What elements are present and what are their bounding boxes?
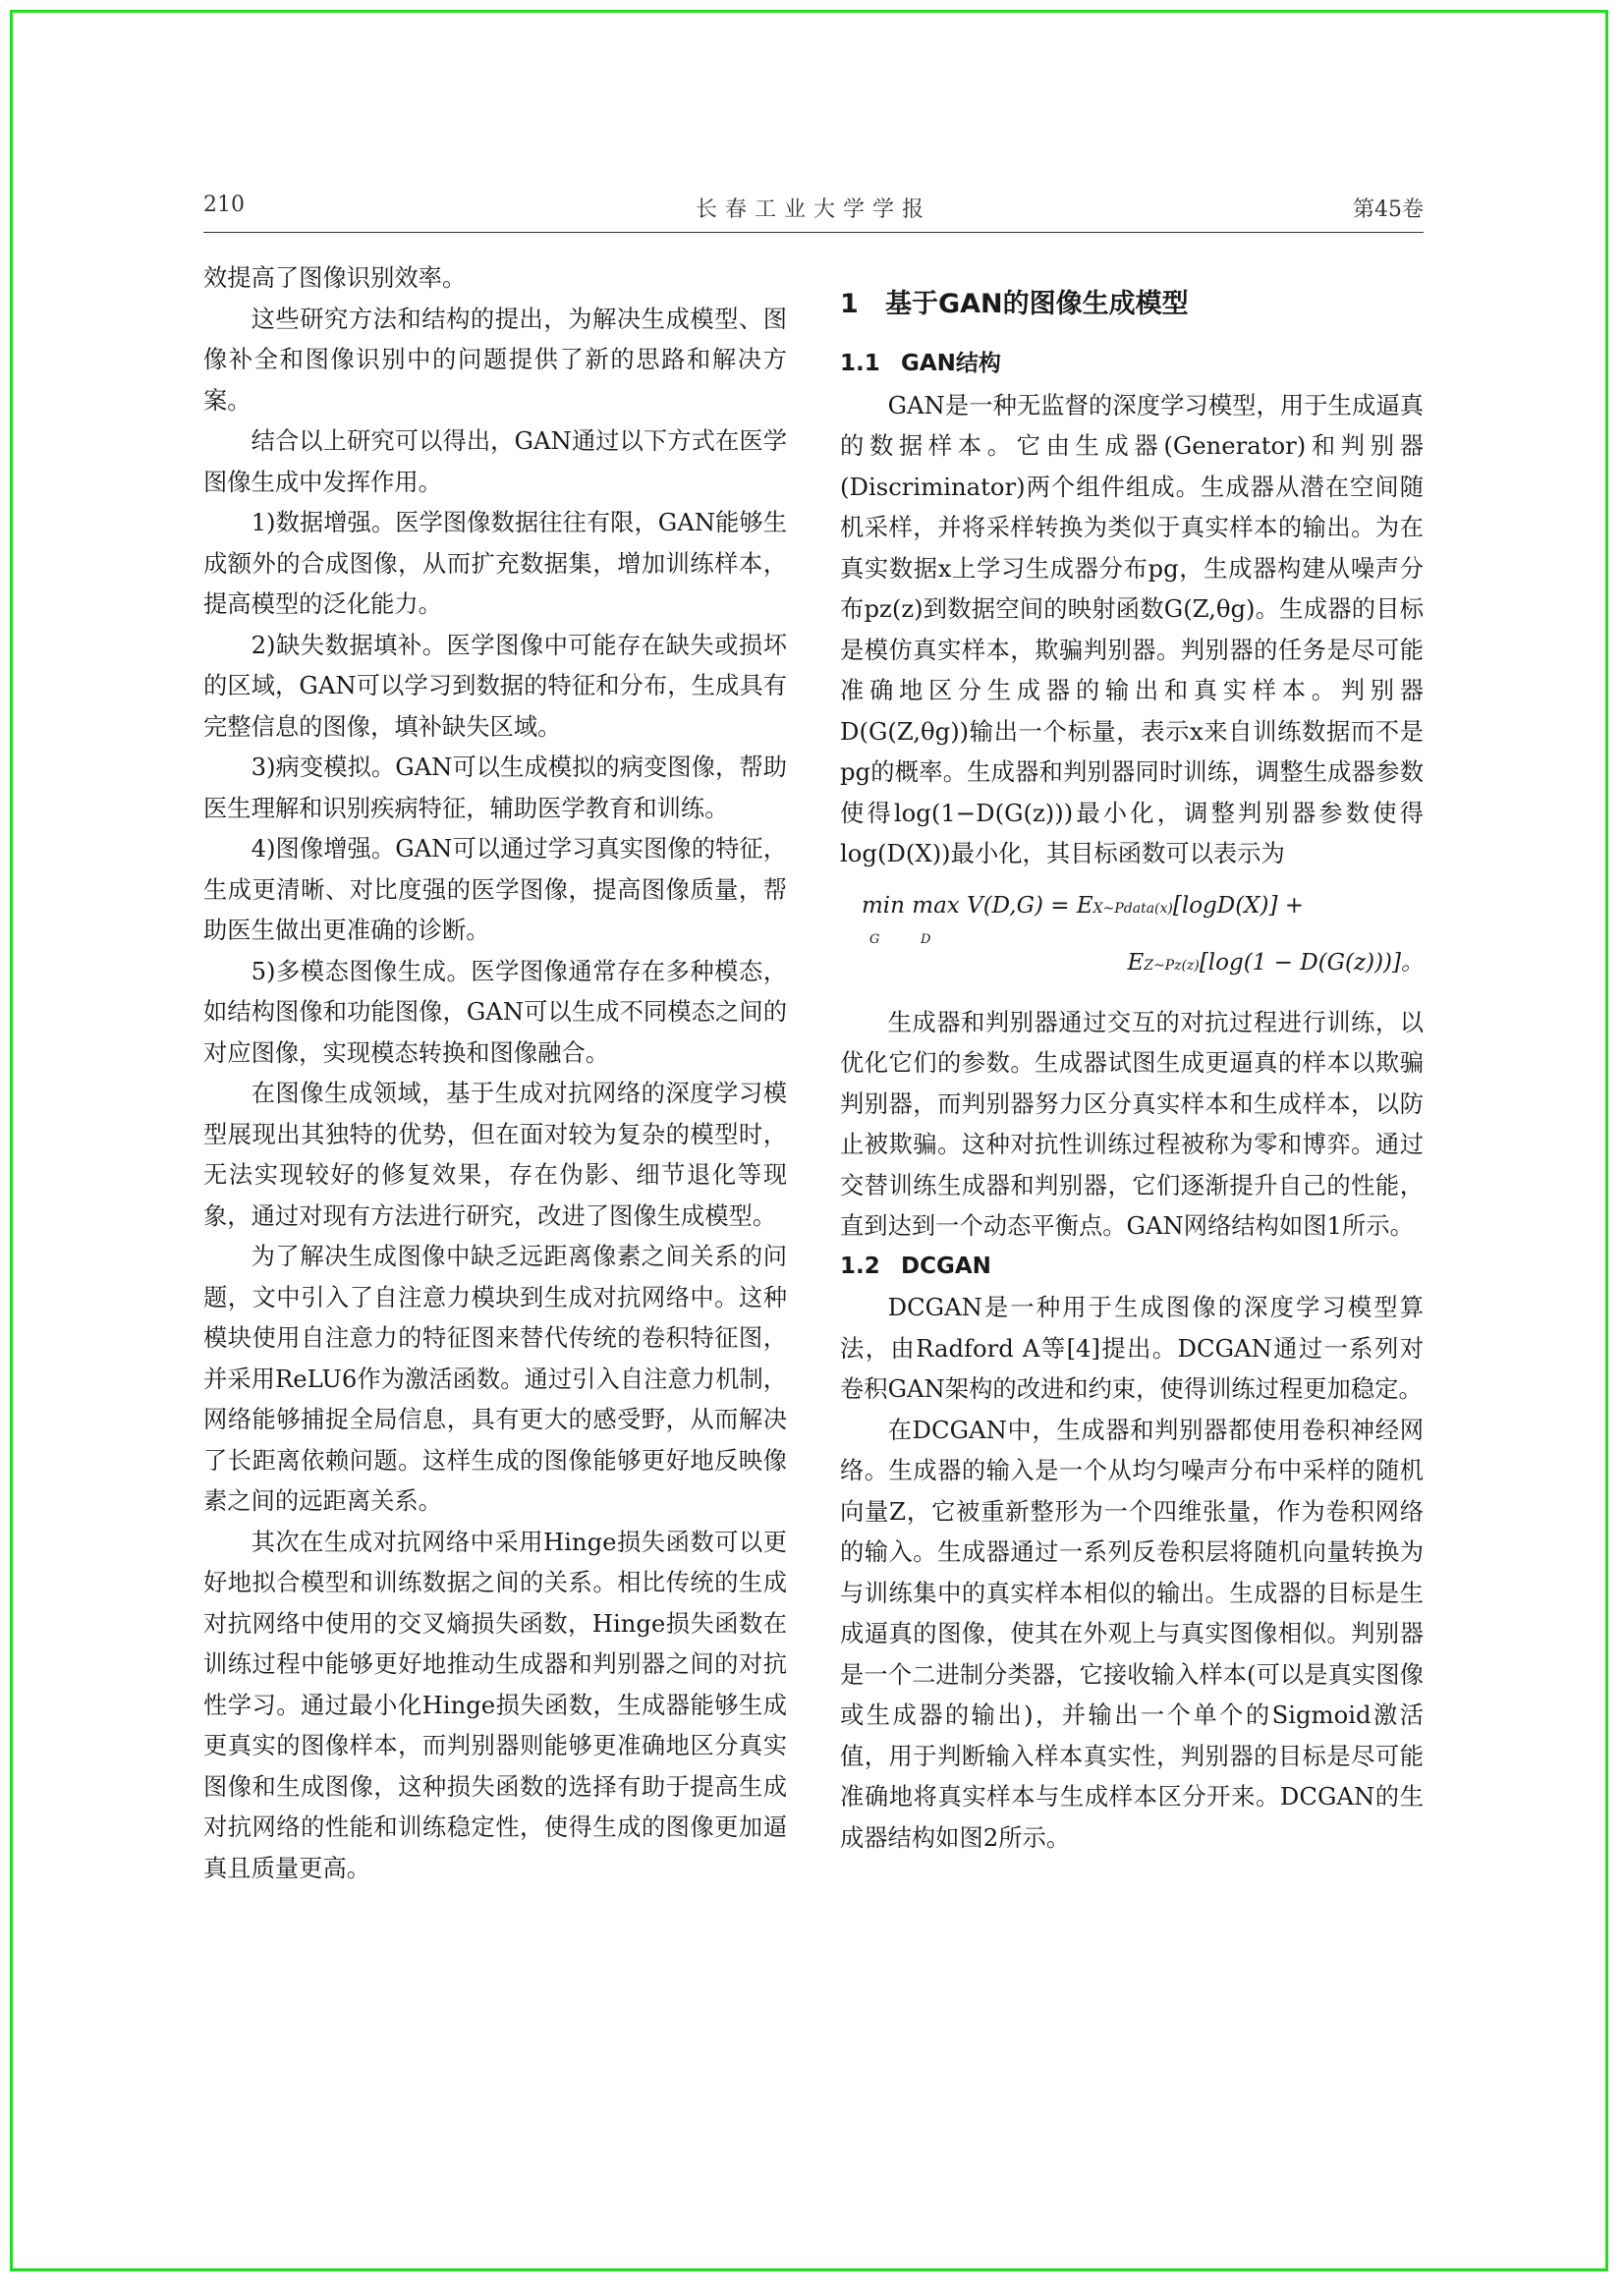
running-header [203, 193, 1424, 232]
paragraph: 其次在生成对抗网络中采用Hinge损失函数可以更好地拟合模型和训练数据之间的关系。相比传统的生成对抗网络中使用的交叉熵损失函数，Hinge损失函数在训练过程中能够更好地推动生成器和判别器之间的对抗性学习。通过最小化Hinge损失函数，生成器能够生成更真实的图像样本，而判别器则能够更准确地区分真实图像和生成图像，这种损失函数的选择有助于提高生成对抗网络的性能和训练稳定性，使得生成的图像更加逼真且质量更高。 [203, 1527, 787, 1882]
section-heading [840, 257, 1424, 344]
equation-line-1 [862, 886, 1305, 947]
subsection-heading [840, 344, 1424, 385]
objective-equation [840, 874, 1424, 1002]
paragraph: 为了解决生成图像中缺乏远距离像素之间关系的问题，文中引入了自注意力模块到生成对抗网络中。这种模块使用自注意力的特征图来替代传统的卷积特征图，并采用ReLU6作为激活函数。通过引入自注意力机制，网络能够捕捉全局信息，具有更大的感受野，从而解决了长距离依赖问题。这样生成的图像能够更好地反映像素之间的远距离关系。 [203, 1242, 787, 1515]
max-variable: D [921, 931, 931, 947]
paragraph: 生成器和判别器通过交互的对抗过程进行训练，以优化它们的参数。生成器试图生成更逼真的样本以欺骗判别器，而判别器努力区分真实样本和生成样本，以防止被欺骗。这种对抗性训练过程被称为零和博弈。通过交替训练生成器和判别器，它们逐渐提升自己的性能，直到达到一个动态平衡点。GAN网络结构如图1所示。 [840, 1007, 1424, 1240]
paragraph: 在图像生成领域，基于生成对抗网络的深度学习模型展现出其独特的优势，但在面对较为复杂的模型时，无法实现较好的修复效果，存在伪影、细节退化等现象，通过对现有方法进行研究，改进了图像生成模型。 [203, 1079, 787, 1230]
subsection-title: DCGAN [901, 1253, 991, 1279]
paragraph: 1)数据增强。医学图像数据往往有限，GAN能够生成额外的合成图像，从而扩充数据集，增加训练样本，提高模型的泛化能力。 [203, 508, 787, 618]
paragraph: 这些研究方法和结构的提出，为解决生成模型、图像补全和图像识别中的问题提供了新的思路和解决方案。 [203, 304, 787, 415]
paragraph: 5)多模态图像生成。医学图像通常存在多种模态，如结构图像和功能图像，GAN可以生成不同模态之间的对应图像，实现模态转换和图像融合。 [203, 956, 787, 1067]
subsection-number: 1.2 [840, 1253, 880, 1279]
equation-term: [log(1 − D(G(z)))]。 [1199, 949, 1424, 976]
section-number: 1 [840, 289, 859, 319]
journal-title: 长春工业大学学报 [695, 197, 931, 222]
min-variable: G [869, 931, 880, 947]
paragraph: 4)图像增强。GAN可以通过学习真实图像的特征，生成更清晰、对比度强的医学图像，提高图像质量，帮助医生做出更准确的诊断。 [203, 834, 787, 944]
paragraph: 在DCGAN中，生成器和判别器都使用卷积神经网络。生成器的输入是一个从均匀噪声分布中采样的随机向量Z，它被重新整形为一个四维张量，作为卷积网络的输入。生成器通过一系列反卷积层将随机向量转换为与训练集中的真实样本相似的输出。生成器的目标是生成逼真的图像，使其在外观上与真实图像相似。判别器是一个二进制分类器，它接收输入样本(可以是真实图像或生成器的输出)，并输出一个单个的Sigmoid激活值，用于判断输入样本真实性，判别器的目标是尽可能准确地将真实样本与生成样本区分开来。DCGAN的生成器结构如图2所示。 [840, 1415, 1424, 1852]
equation-subscript: X~Pdata(x) [1092, 900, 1173, 917]
left-column [203, 257, 787, 1888]
subsection-heading [840, 1247, 1424, 1288]
paragraph: 结合以上研究可以得出，GAN通过以下方式在医学图像生成中发挥作用。 [203, 426, 787, 496]
paragraph: 2)缺失数据填补。医学图像中可能存在缺失或损坏的区域，GAN可以学习到数据的特征和分布，生成具有完整信息的图像，填补缺失区域。 [203, 630, 787, 741]
volume-label: 第45卷 [1353, 197, 1424, 222]
paragraph: DCGAN是一种用于生成图像的深度学习模型算法，由Radford A等[4]提出。DCGAN通过一系列对卷积GAN架构的改进和约束，使得训练过程更加稳定。 [840, 1293, 1424, 1403]
paragraph: GAN是一种无监督的深度学习模型，用于生成逼真的数据样本。它由生成器(Generator)和判别器(Discriminator)两个组件组成。生成器从潜在空间随机采样，并将采样转换为类似于真实样本的输出。为在真实数据x上学习生成器分布pg，生成器构建从噪声分布pz(z)到数据空间的映射函数G(Z,θg)。生成器的目标是模仿真实样本，欺骗判别器。判别器的任务是尽可能准确地区分生成器的输出和真实样本。判别器D(G(Z,θg))输出一个标量，表示x来自训练数据而不是pg的概率。生成器和判别器同时训练，调整生成器参数使得log(1−D(G(z)))最小化，调整判别器参数使得log(D(X))最小化，其目标函数可以表示为 [840, 390, 1424, 867]
subsection-number: 1.1 [840, 351, 880, 376]
equation-line-2 [1127, 943, 1424, 987]
header-rule [203, 232, 1424, 233]
paragraph: 3)病变模拟。GAN可以生成模拟的病变图像，帮助医生理解和识别疾病特征，辅助医学教育和训练。 [203, 753, 787, 822]
right-column [840, 257, 1424, 1858]
paragraph: 效提高了图像识别效率。 [203, 263, 467, 292]
page-number: 210 [203, 193, 245, 217]
equation-lhs: min max V(D,G) = E [862, 892, 1093, 919]
equation-term: [logD(X)] + [1172, 892, 1305, 919]
section-title: 基于GAN的图像生成模型 [885, 289, 1189, 319]
equation-subscript: Z~Pz(z) [1144, 957, 1200, 974]
equation-expectation: E [1127, 949, 1145, 976]
subsection-title: GAN结构 [901, 351, 1001, 376]
